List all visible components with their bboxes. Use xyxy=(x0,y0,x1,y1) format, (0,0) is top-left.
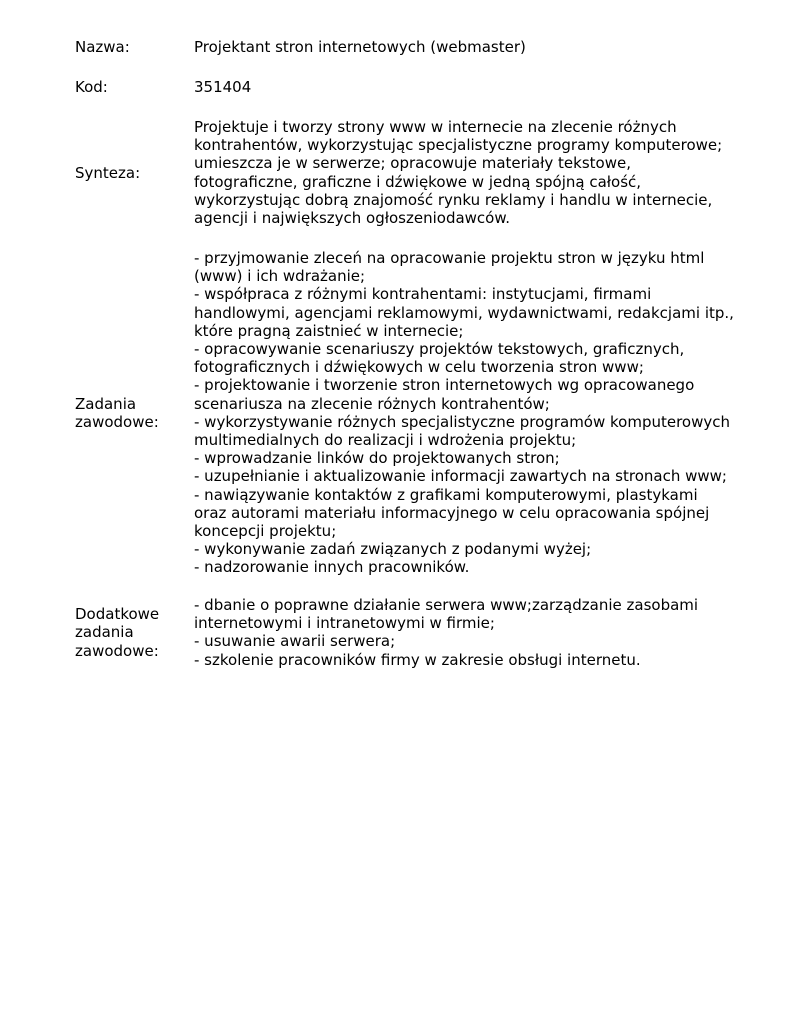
field-row-zadania-zawodowe xyxy=(75,249,775,577)
label-synteza: Synteza: xyxy=(75,163,141,182)
label-kod: Kod: xyxy=(75,78,108,96)
value-dodatkowe-zadania: - dbanie o poprawne działanie serwera www;zarządzanie zasobami internetowymi i intranetowymi w firmie; - usuwanie awarii serwera; - szkolenie pracowników firmy w zakresie obsługi internetu. xyxy=(194,596,699,669)
value-kod: 351404 xyxy=(194,78,252,96)
label-zadania-zawodowe: Zadania zawodowe: xyxy=(75,394,159,431)
label-dodatkowe-zadania: Dodatkowe zadania zawodowe: xyxy=(75,605,160,660)
value-zadania-zawodowe: - przyjmowanie zleceń na opracowanie projektu stron w języku html (www) i ich wdrażanie; - współpraca z różnymi kontrahentami: instytucjami, firmami handlowymi, agencjami reklamowymi, wydawnictwami, redakcjami itp., które pragną zaistnieć w internecie; - opracowywanie scenariuszy projektów tekstowych, graficznych, fotograficznych i dźwiękowych w celu tworzenia stron www; - projektowanie i tworzenie stron internetowych wg opracowanego scenariusza na zlecenie różnych kontrahentów; - wykorzystywanie różnych specjalistyczne programów komputerowych multimedialnych do realizacji i wdrożenia projektu; - wprowadzanie linków do projektowanych stron; - uzupełnianie i aktualizowanie informacji zawartych na stronach www; - nawiązywanie kontaktów z grafikami komputerowymi, plastykami oraz autorami materiału informacyjnego w celu opracowania spójnej koncepcji projektu; - wykonywanie zadań związanych z podanymi wyżej; - nadzorowanie innych pracowników. xyxy=(194,249,734,577)
value-synteza: Projektuje i tworzy strony www w internecie na zlecenie różnych kontrahentów, wykorzystując specjalistyczne programy komputerowe; umieszcza je w serwerze; opracowuje materiały tekstowe, fotograficzne, graficzne i dźwiękowe w jedną spójną całość, wykorzystując dobrą znajomość rynku reklamy i handlu w internecie, agencji i największych ogłoszeniodawców. xyxy=(194,118,723,228)
field-row-nazwa xyxy=(75,38,775,56)
value-nazwa: Projektant stron internetowych (webmaster) xyxy=(194,38,526,56)
field-row-kod xyxy=(75,78,775,96)
field-row-synteza xyxy=(75,118,775,227)
label-nazwa: Nazwa: xyxy=(75,38,130,56)
field-row-dodatkowe-zadania xyxy=(75,596,775,669)
